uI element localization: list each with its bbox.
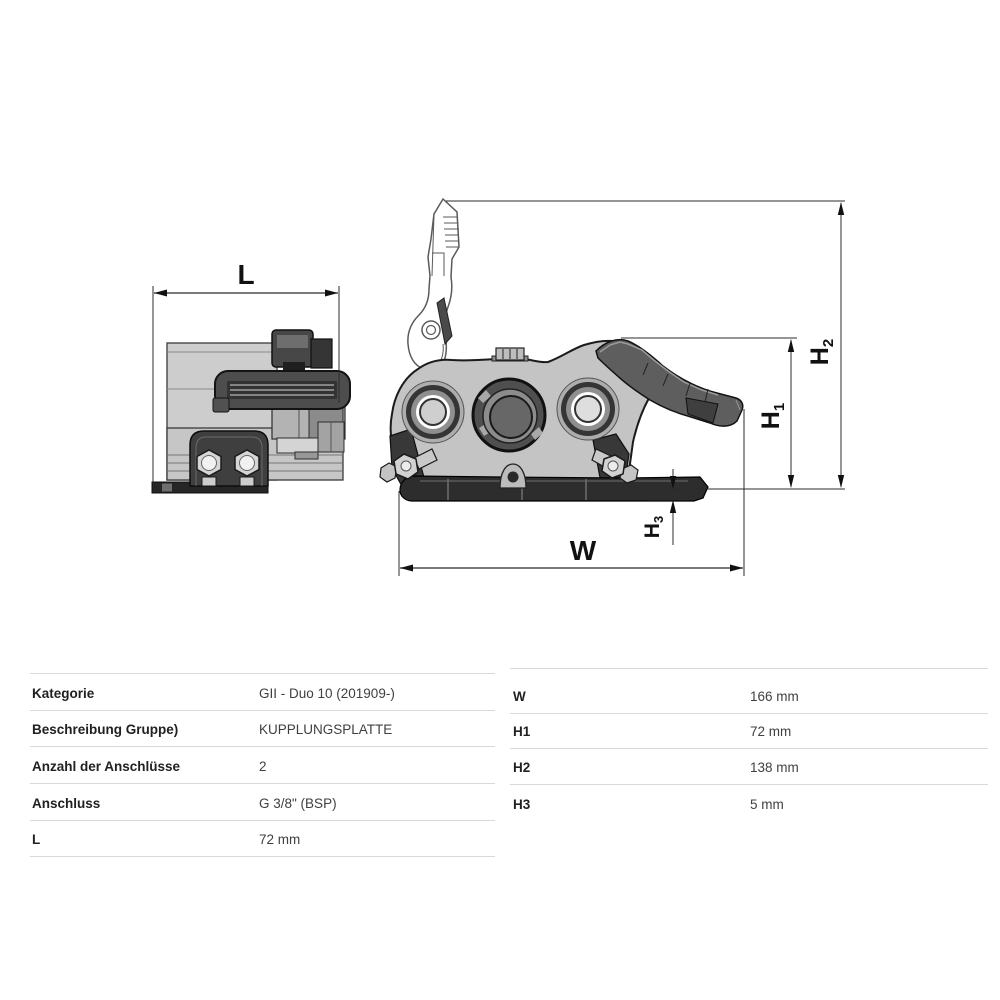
table-row (510, 749, 988, 785)
spec-value: 72 mm (259, 832, 301, 848)
dim-value: 5 mm (750, 796, 784, 812)
table-row (510, 669, 988, 714)
dim-label: W (513, 688, 526, 704)
top-port (492, 348, 528, 361)
coupling-right (557, 378, 619, 440)
table-row (30, 711, 495, 748)
release-lever (408, 199, 459, 369)
side-view (152, 330, 350, 493)
spec-value: GII - Duo 10 (201909-) (259, 685, 395, 701)
dimension-value-table (510, 668, 988, 821)
product-spec-table (30, 673, 495, 857)
table-row (30, 747, 495, 784)
dim-value: 138 mm (750, 760, 799, 776)
spec-label: L (32, 832, 41, 848)
spec-label: Kategorie (32, 685, 95, 701)
dim-label-h3: H3 (641, 515, 666, 539)
center-port (473, 379, 545, 451)
table-row (510, 714, 988, 750)
dim-label-l: L (237, 259, 255, 290)
dim-value: 72 mm (750, 724, 792, 740)
dim-label: H2 (513, 760, 531, 776)
front-view (380, 199, 743, 501)
table-row (510, 785, 988, 821)
side-fitting (277, 438, 318, 453)
dim-label: H1 (513, 724, 531, 740)
table-row (30, 784, 495, 821)
dim-label-h2: $H_2$ (806, 338, 837, 366)
dim-value: 166 mm (750, 688, 799, 704)
side-base-notch (162, 484, 172, 492)
spec-value: G 3/8" (BSP) (259, 795, 337, 811)
dim-label-w: W (569, 535, 597, 566)
spec-label: Anzahl der Anschlüsse (32, 759, 181, 775)
spec-label: Beschreibung Gruppe) (32, 722, 179, 738)
spec-value: 2 (259, 759, 267, 775)
spec-label: Anschluss (32, 795, 101, 811)
spec-value: KUPPLUNGSPLATTE (259, 722, 393, 738)
dim-label: H3 (513, 796, 531, 812)
table-row (30, 674, 495, 711)
coupling-left (402, 381, 464, 443)
table-row (30, 821, 495, 858)
dim-label-h1: $H_1$ (757, 402, 788, 430)
